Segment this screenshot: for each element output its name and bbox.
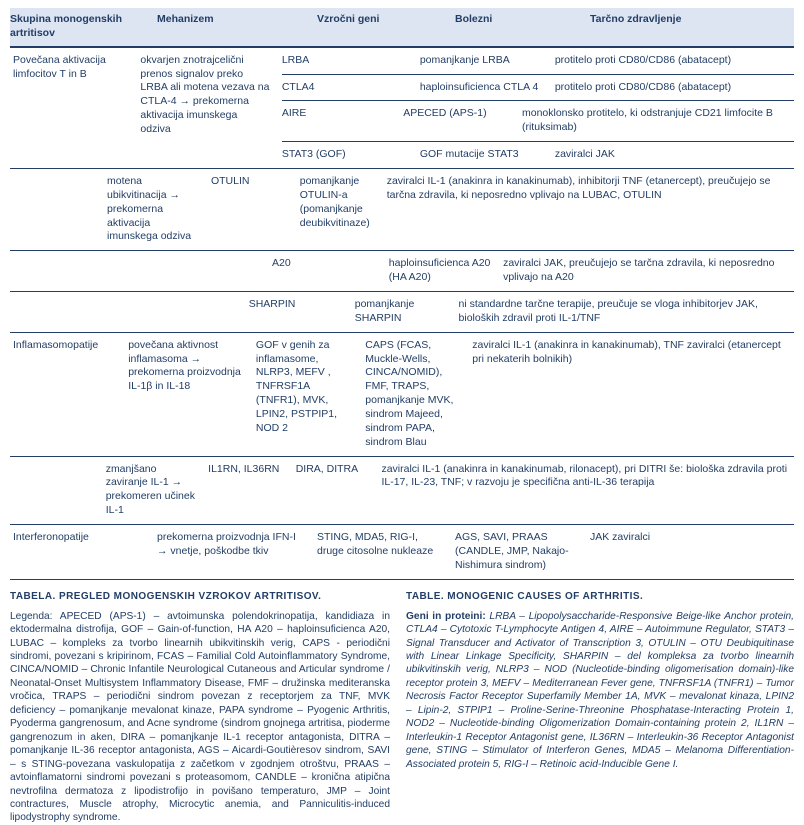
disease-cell: AGS, SAVI, PRAAS (CANDLE, JMP, Nakajo-Nishimura sindrom) xyxy=(455,531,569,571)
column-header-genes: Vzročni geni xyxy=(317,13,380,25)
group-cell: Inflamasomopatije xyxy=(13,338,99,351)
table-title-english: TABLE. MONOGENIC CAUSES OF ARTHRITIS. xyxy=(406,590,644,602)
gene-cell: OTULIN xyxy=(210,175,250,188)
legend-genes-text: LRBA – Lipopolysaccharide-Responsive Beige-like Anchor protein, CTLA4 – Cytotoxic T-Lymphocyte Antigen 4, AIRE – Autoimmune Regulator, STAT3 – Signal Transducer and Activator of Transcription 3, OTULIN – OTU Deubiquitinase with Linear Linkage Specificity, SHARPIN – del kompleksa za tvorbo linearnih ubikvitinskih verig, NLRP3 – NOD (Nucleotide-binding oligomerisation domain)-like receptor protein 3, MEFV – Mediterranean Fever gene, TNFRSF1A (TNFR1) – Tumor Necrosis Factor Receptor Superfamily Member 1A, MVK – mevalonat kinaza, LPIN2 – Lipin-2, STPIP1 – Proline-Serine-Threonine Phosphatase-Interacting Protein 1, NOD2 – Nucleotide-binding Oligomerization Domain-containing protein 2, IL1RN – Interleukin-1 Receptor Antagonist gene, IL36RN – Interleukin-36 Receptor Antagonist gene, STING – Stimulator of Interferon Genes, MDA5 – Melanoma Differentiation-Associated protein 5, RIG-I – Retinoic acid-Inducible Gene I. xyxy=(406,610,794,770)
table-row xyxy=(256,333,794,456)
disease-cell: pomanjkanje LRBA xyxy=(419,53,510,66)
group-cell xyxy=(10,251,136,291)
table-row xyxy=(282,141,794,168)
table-row xyxy=(282,100,794,141)
mechanism-cell xyxy=(125,292,249,332)
subrow-group xyxy=(317,525,794,579)
legend-genes-proteins xyxy=(406,610,794,771)
subrow-group xyxy=(272,251,794,291)
gene-cell: STING, MDA5, RIG-I, druge citosolne nukleaze xyxy=(317,531,434,557)
treatment-cell: protitelo proti CD80/CD86 (abatacept) xyxy=(554,53,732,66)
column-header-group: Skupina monogenskih artritisov xyxy=(10,13,123,39)
table-row xyxy=(208,457,794,497)
subrow-group xyxy=(208,457,794,524)
disease-cell: haploinsuficienca A20 (HA A20) xyxy=(388,257,491,284)
subrow-group xyxy=(256,333,794,456)
mechanism-cell: motena ubikvitinacija → prekomerna aktivacija imunskega odziva xyxy=(107,175,192,243)
mechanism-cell: povečana aktivnost inflamasoma → prekomerna proizvodnja IL-1β in IL-18 xyxy=(128,338,241,393)
treatment-cell: zaviralci IL-1 (anakinra in kanakinumab), TNF zaviralci (etanercept pri nekaterih bolnikih) xyxy=(472,338,781,365)
gene-cell: GOF v genih za inflamasome, NLRP3, MEFV , TNFRSF1A (TNFR1), MVK, LPIN2, PSTPIP1, NOD 2 xyxy=(255,338,338,434)
mechanism-cell xyxy=(136,251,272,291)
monogenic-arthritis-table xyxy=(10,8,794,580)
legend-slovenian: Legenda: APECED (APS-1) – avtoimunska polendokrinopatija, kandidiaza in ektodermalna distrofija, GOF – Gain-of-function, HA A20 – haploinsuficienca A20, LUBAC – kompleks za tvorbo linearnih ubikvitinskih verig, CAPS - periodični sindromi, povezani s kripirinom, FCAS – Familial Cold Autoinflammatory Syndrome, CINCA/NOMID – Chronic Infantile Neurological Cutaneous and Articular syndrome / Neonatal-Onset Multisystem Inflammatory Disease, FMF – družinska mediteranska vročica, TRAPS – periodični sindrom povezan z receptorjem za TNF, MVK deficiency – pomanjkanje mevalonat kinaze, PAPA syndrome – Pyogenic Arthritis, Pyoderma gangrenosum, and Acne syndrome (sindrom gnojnega artritisa, pioderme gangrenozum in aken, DIRA – pomanjkanje IL-1 receptor antagonista, DITRA – pomanjkanje IL-36 receptor antagonista, AGS – Aicardi-Goutièresov sindrom, SAVI – s STING-povezana vaskulopatija z začetkom v zgodnjem otroštvu, PRAAS – avtoinflamatorni sindromi povezani s proteasomom, CANDLE – kronična atipična nevtrofilna dermatoza z lipodistrofijo in povišano temperaturo, JMP – Joint contractures, Muscle atrophy, Microcytic anemia, and Panniculitis-induced lipodystrophy syndrome. xyxy=(10,610,390,824)
table-band xyxy=(10,524,794,579)
table-header-row xyxy=(10,8,794,48)
table-row xyxy=(282,48,794,74)
gene-cell: LRBA xyxy=(281,53,310,66)
table-band xyxy=(10,250,794,291)
treatment-cell: zaviralci JAK, preučujejo se tarčna zdravila, ki neposredno vplivajo na A20 xyxy=(503,257,775,284)
treatment-cell: monoklonsko protitelo, ki odstranjuje CD21 limfocite B (rituksimab) xyxy=(521,107,773,134)
disease-cell: GOF mutacije STAT3 xyxy=(419,148,519,161)
treatment-cell: zaviralci JAK xyxy=(554,148,615,161)
table-row xyxy=(272,251,794,291)
mechanism-cell: prekomerna proizvodnja IFN-I → vnetje, poškodbe tkiv xyxy=(157,531,296,557)
table-band xyxy=(10,48,794,168)
disease-cell: haploinsuficienca CTLA 4 xyxy=(419,80,539,93)
table-row xyxy=(317,525,794,579)
gene-cell: SHARPIN xyxy=(248,298,296,311)
mechanism-cell: okvarjen znotrajcelični prenos signalov preko LRBA ali motena vezava na CTLA-4 → prekomerna aktivacija imunskega odziva xyxy=(140,53,270,136)
treatment-cell: zaviralci IL-1 (anakinra in kanakinumab), inhibitorji TNF (etanercept), preučujejo se tarčna zdravila, ki neposredno vplivajo na LUBAC, OTULIN xyxy=(386,175,771,201)
disease-cell: pomanjkanje SHARPIN xyxy=(354,298,415,324)
table-row xyxy=(249,292,794,332)
disease-cell: pomanjkanje OTULIN-a (pomanjkanje deubikvitinaze) xyxy=(299,175,370,229)
table-row xyxy=(282,74,794,101)
group-cell: Povečana aktivacija limfocitov T in B xyxy=(13,53,106,80)
legend-label: Geni in proteini: xyxy=(406,610,486,622)
caption-right xyxy=(406,591,794,825)
treatment-cell: protitelo proti CD80/CD86 (abatacept) xyxy=(554,80,732,93)
column-header-diseases: Bolezni xyxy=(455,13,493,25)
table-band xyxy=(10,332,794,456)
group-cell: Interferonopatije xyxy=(13,531,89,544)
table-band xyxy=(10,456,794,524)
disease-cell: APECED (APS-1) xyxy=(403,107,487,120)
subrow-group xyxy=(249,292,794,332)
caption-left xyxy=(10,591,390,825)
subrow-group xyxy=(282,48,794,168)
column-header-treatment: Tarčno zdravljenje xyxy=(590,13,682,25)
gene-cell: IL1RN, IL36RN xyxy=(208,462,280,475)
gene-cell: STAT3 (GOF) xyxy=(281,148,346,161)
treatment-cell: JAK zaviralci xyxy=(590,531,651,544)
subrow-group xyxy=(211,169,794,250)
disease-cell: CAPS (FCAS, Muckle-Wells, CINCA/NOMID), FMF, TRAPS, pomanjkanje MVK, sindrom Majeed, sindrom PAPA, sindrom Blau xyxy=(365,338,454,448)
caption-area xyxy=(10,591,794,825)
table-title-slovenian: TABELA. PREGLED MONOGENSKIH VZROKOV ARTRITISOV. xyxy=(10,590,322,602)
group-cell xyxy=(10,169,107,250)
group-cell xyxy=(10,457,106,524)
disease-cell: DIRA, DITRA xyxy=(295,462,359,475)
table-band xyxy=(10,291,794,332)
treatment-cell: ni standardne tarčne terapije, preučuje se vloga inhibitorjev JAK, bioloških zdravil proti IL-1/TNF xyxy=(458,298,758,324)
mechanism-cell: zmanjšano zaviranje IL-1 → prekomeren učinek IL-1 xyxy=(105,462,195,517)
gene-cell: CTLA4 xyxy=(281,80,315,93)
gene-cell: A20 xyxy=(272,257,291,270)
column-header-mechanism: Mehanizem xyxy=(157,13,214,25)
gene-cell: AIRE xyxy=(281,107,307,120)
treatment-cell: zaviralci IL-1 (anakinra in kanakinumab, rilonacept), pri DITRI še: biološka zdravila proti IL-17, IL-23, TNF; v razvoju je specifična anti-IL-36 terapija xyxy=(381,462,788,489)
table-row xyxy=(211,169,794,236)
group-cell xyxy=(10,292,125,332)
table-band xyxy=(10,168,794,250)
